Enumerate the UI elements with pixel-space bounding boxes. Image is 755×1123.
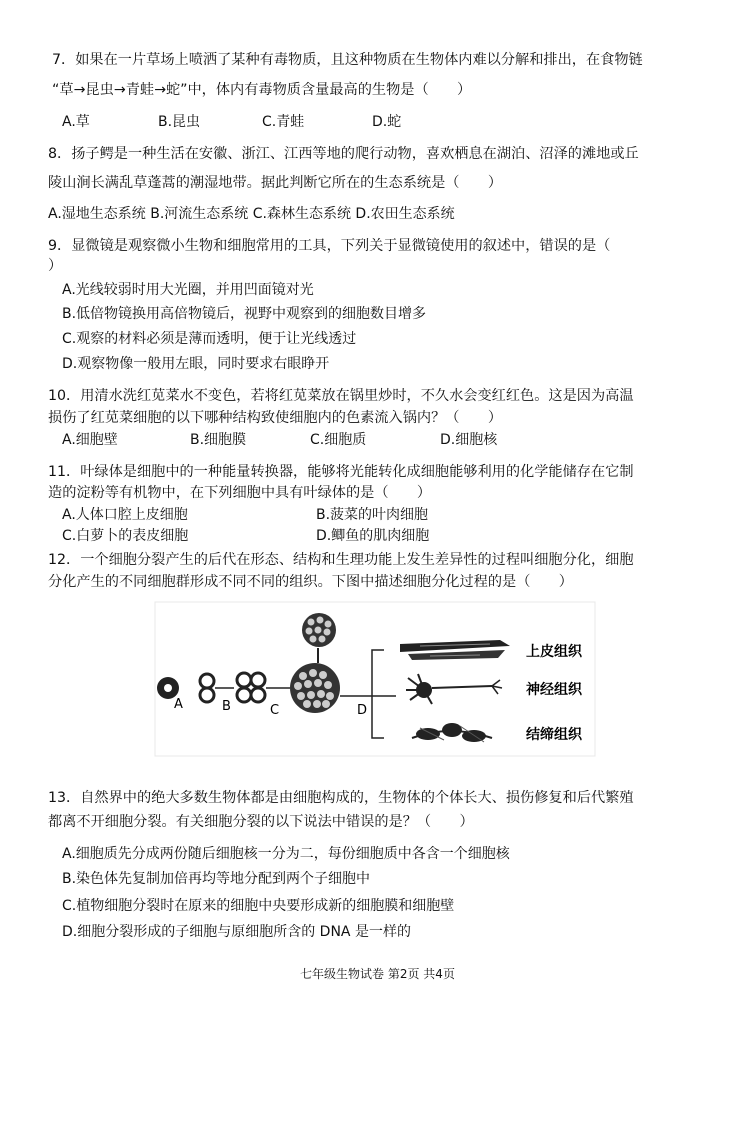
q11-option-c: C.白萝卜的表皮细胞 xyxy=(62,528,189,544)
stage-label-d: D xyxy=(357,703,368,718)
q9-stem-line1: 9．显微镜是观察微小生物和细胞常用的工具，下列关于显微镜使用的叙述中，错误的是（ xyxy=(48,238,611,254)
q10-option-b: B.细胞膜 xyxy=(190,432,247,448)
q13-option-d: D.细胞分裂形成的子细胞与原细胞所含的 DNA 是一样的 xyxy=(62,924,411,940)
q7-option-a: A.草 xyxy=(62,114,90,130)
q9-stem-line2: ） xyxy=(48,258,63,274)
q10-option-c: C.细胞质 xyxy=(310,432,367,448)
q7-stem-line2: “草→昆虫→青蛙→蛇”中，体内有毒物质含量最高的生物是（ ） xyxy=(52,82,472,98)
q13-stem-line1: 13．自然界中的绝大多数生物体都是由细胞构成的，生物体的个体长大、损伤修复和后代繁殖 xyxy=(48,790,634,806)
stage-label-c: C xyxy=(270,703,280,718)
q8-stem-line2: 陵山涧长满乱草蓬蒿的潮湿地带。据此判断它所在的生态系统是（ ） xyxy=(48,175,503,191)
q11-stem-line1: 11．叶绿体是细胞中的一种能量转换器，能够将光能转化成细胞能够利用的化学能储存在它制 xyxy=(48,464,634,480)
q8-options: A.湿地生态系统 B.河流生态系统 C.森林生态系统 D.农田生态系统 xyxy=(48,206,455,222)
connective-tissue-drawing xyxy=(412,723,492,742)
q9-option-b: B.低倍物镜换用高倍物镜后，视野中观察到的细胞数目增多 xyxy=(62,306,427,322)
q7-option-b: B.昆虫 xyxy=(158,114,201,130)
q10-option-d: D.细胞核 xyxy=(440,432,498,448)
q10-stem-line1: 10．用清水洗红苋菜水不变色，若将红苋菜放在锅里炒时，不久水会变红红色。这是因为高温 xyxy=(48,388,634,404)
q9-option-a: A.光线较弱时用大光圈，并用凹面镜对光 xyxy=(62,282,314,298)
cell-differentiation-figure xyxy=(0,600,755,760)
q13-option-a: A.细胞质先分成两份随后细胞核一分为二，每份细胞质中各含一个细胞核 xyxy=(62,846,510,862)
q13-stem-line2: 都离不开细胞分裂。有关细胞分裂的以下说法中错误的是？（ ） xyxy=(48,814,474,830)
q13-option-b: B.染色体先复制加倍再均等地分配到两个子细胞中 xyxy=(62,871,371,887)
stage-label-b: B xyxy=(222,699,231,714)
q7-option-c: C.青蛙 xyxy=(262,114,305,130)
four-cell-stage-c xyxy=(237,673,265,702)
q7-stem-line1: 7．如果在一片草场上喷洒了某种有毒物质，且这种物质在生物体内难以分解和排出，在食物链 xyxy=(52,52,643,68)
q13-option-c: C.植物细胞分裂时在原来的细胞中央要形成新的细胞膜和细胞壁 xyxy=(62,898,455,914)
q8-stem-line1: 8．扬子鳄是一种生活在安徽、浙江、江西等地的爬行动物，喜欢栖息在湖泊、沼泽的滩地或丘 xyxy=(48,146,639,162)
q10-stem-line2: 损伤了红苋菜细胞的以下哪种结构致使细胞内的色素流入锅内？（ ） xyxy=(48,410,503,426)
q11-stem-line2: 造的淀粉等有机物中，在下列细胞中具有叶绿体的是（ ） xyxy=(48,485,432,501)
nerve-tissue-drawing xyxy=(406,674,502,704)
epithelial-tissue-drawing xyxy=(400,640,510,660)
q12-stem-line2: 分化产生的不同细胞群形成不同不同的组织。下图中描述细胞分化过程的是（ ） xyxy=(48,574,573,590)
stage-label-a: A xyxy=(174,697,183,712)
q12-stem-line1: 12．一个细胞分裂产生的后代在形态、结构和生理功能上发生差异性的过程叫细胞分化，细胞 xyxy=(48,552,634,568)
tissue-label-connective: 结缔组织 xyxy=(526,727,582,743)
two-cell-stage-b xyxy=(200,674,214,702)
q9-option-d: D.观察物像一般用左眼，同时要求右眼睁开 xyxy=(62,356,330,372)
tissue-label-epithelial: 上皮组织 xyxy=(526,644,582,660)
page-footer: 七年级生物试卷 第2页 共4页 xyxy=(300,967,455,981)
q10-option-a: A.细胞壁 xyxy=(62,432,118,448)
q7-option-d: D.蛇 xyxy=(372,114,402,130)
upper-cell-cluster xyxy=(302,613,336,647)
q11-option-d: D.鲫鱼的肌肉细胞 xyxy=(316,528,430,544)
q11-option-a: A.人体口腔上皮细胞 xyxy=(62,507,188,523)
cell-mass xyxy=(290,663,340,713)
tissue-label-nerve: 神经组织 xyxy=(526,682,582,698)
q11-option-b: B.菠菜的叶肉细胞 xyxy=(316,507,429,523)
single-cell-stage-a xyxy=(157,677,179,699)
q9-option-c: C.观察的材料必须是薄而透明，便于让光线透过 xyxy=(62,331,357,347)
